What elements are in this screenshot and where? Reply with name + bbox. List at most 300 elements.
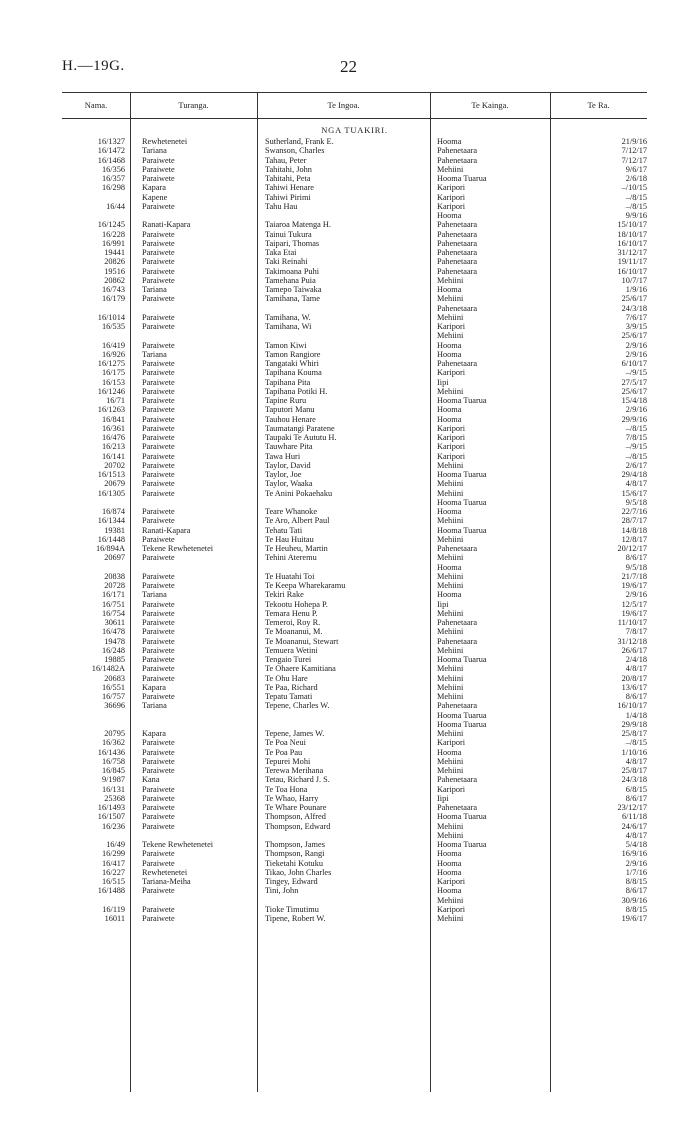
cell-te-ra: 16/9/16 [621, 849, 647, 859]
cell-turanga: Paraiwete [142, 571, 175, 581]
cell-te-ingoa: Tehatu Tati [265, 525, 303, 535]
cell-nama: 16/361 [101, 423, 125, 433]
table-row [62, 156, 647, 165]
cell-te-kainga: Mehiini [437, 516, 464, 526]
section-title: NGA TUAKIRI. [321, 125, 388, 135]
cell-te-ra: 7/6/17 [625, 312, 647, 322]
cell-te-ra: 31/12/17 [617, 248, 647, 257]
cell-turanga: Paraiwete [142, 294, 175, 304]
cell-te-ingoa: Te Ohaere Kamitiana [265, 664, 336, 674]
cell-turanga: Paraiwete [142, 275, 175, 285]
cell-te-ingoa: Te Huatahi Toi [265, 571, 315, 581]
cell-turanga: Kapara [142, 183, 166, 193]
table-row [62, 812, 647, 821]
cell-te-ingoa: Tahau, Peter [265, 155, 307, 165]
cell-turanga: Paraiwete [142, 479, 175, 489]
table-row [62, 701, 647, 710]
cell-te-kainga: Hooma Tuarua [437, 710, 487, 720]
cell-nama: 16011 [104, 914, 125, 923]
cell-te-kainga: Hooma [437, 747, 462, 757]
cell-te-ra: 8/6/17 [625, 553, 647, 563]
cell-nama: 16/1014 [97, 312, 125, 322]
cell-te-kainga: Hooma Tuarua [437, 812, 487, 822]
cell-turanga: Tariana [142, 701, 167, 711]
table-row [62, 748, 647, 757]
cell-te-ingoa: Tapihana Potiki H. [265, 386, 328, 396]
cell-te-kainga: Hooma [437, 137, 462, 146]
cell-te-kainga: Iipi [437, 377, 449, 387]
cell-te-ra: 19/6/17 [621, 581, 647, 590]
cell-te-ingoa: Te Ohu Hare [265, 673, 308, 683]
cell-te-ingoa: Tauwhare Pita [265, 442, 313, 452]
cell-te-kainga: Karipori [437, 183, 466, 193]
cell-te-kainga: Mehiini [437, 729, 464, 738]
cell-te-kainga: Hooma Tuarua [437, 396, 487, 405]
cell-te-ra: 29/9/16 [621, 414, 647, 424]
cell-te-ingoa: Tahiwi Henare [265, 183, 314, 193]
table-row [62, 535, 647, 544]
table-row [62, 405, 647, 414]
cell-turanga: Ranati-Kapara [142, 525, 191, 535]
cell-te-ra: –/8/15 [625, 738, 647, 748]
cell-te-ingoa: Tahitahi, Peta [265, 174, 311, 183]
cell-te-kainga: Karipori [437, 738, 466, 748]
cell-turanga: Paraiwete [142, 858, 175, 868]
cell-te-ingoa: Tahiwi Pirimi [265, 192, 311, 202]
cell-te-kainga: Hooma [437, 507, 462, 516]
table-row [62, 294, 647, 303]
cell-te-kainga: Mehiini [437, 294, 464, 304]
cell-nama: 20697 [104, 553, 125, 563]
cell-te-ra: 2/9/16 [625, 340, 647, 350]
table-row [62, 415, 647, 424]
table-row [62, 886, 647, 895]
cell-te-ingoa: Te Hau Huitau [265, 534, 314, 544]
table-row [62, 359, 647, 368]
table-row [62, 785, 647, 794]
cell-te-kainga: Mehiini [437, 766, 464, 775]
cell-te-kainga: Mehiini [437, 460, 464, 470]
cell-turanga: Paraiwete [142, 636, 175, 646]
table-row [62, 674, 647, 683]
cell-nama: 16/298 [101, 183, 125, 193]
cell-te-ingoa: Taylor, Joe [265, 470, 302, 479]
cell-nama: 16/515 [101, 877, 125, 886]
table-row [62, 563, 647, 572]
cell-te-ra: 10/7/17 [621, 275, 647, 285]
cell-te-ingoa: Tainui Tukura [265, 229, 312, 239]
table-row [62, 313, 647, 322]
table-row [62, 183, 647, 192]
cell-turanga: Paraiwete [142, 368, 175, 378]
cell-nama: 16/171 [101, 590, 125, 600]
cell-turanga: Tariana [142, 146, 167, 156]
table-row [62, 396, 647, 405]
cell-te-ingoa: Tekootu Hohepa P. [265, 599, 328, 609]
cell-nama: 16/1448 [97, 534, 125, 544]
cell-te-kainga: Mehiini [437, 488, 464, 498]
cell-te-kainga: Hooma [437, 211, 462, 220]
cell-te-ingoa: Te Whao, Harry [265, 793, 319, 803]
table-row [62, 859, 647, 868]
cell-te-ingoa: Thompson, Rangi [265, 849, 325, 859]
cell-nama: 16/845 [101, 766, 125, 775]
column-header-te-ingoa: Te Ingoa. [327, 100, 360, 110]
cell-te-ra: 24/3/18 [621, 303, 647, 313]
cell-te-kainga: Mehiini [437, 645, 464, 655]
cell-te-ra: 25/6/17 [621, 386, 647, 396]
table-row [62, 757, 647, 766]
cell-te-ingoa: Te Heuheu, Martin [265, 544, 328, 553]
cell-te-ingoa: Te Toa Hona [265, 784, 308, 794]
table-row [62, 331, 647, 340]
cell-nama: 20838 [104, 571, 125, 581]
cell-te-kainga: Pahenetaara [437, 266, 478, 276]
table-row [62, 165, 647, 174]
cell-nama: 16/754 [101, 608, 125, 618]
table-row [62, 220, 647, 229]
cell-te-kainga: Mehiini [437, 608, 464, 618]
table-row [62, 516, 647, 525]
cell-te-kainga: Hooma Tuarua [437, 174, 487, 183]
table-row [62, 526, 647, 535]
cell-turanga: Paraiwete [142, 201, 175, 211]
table-row [62, 248, 647, 257]
cell-te-ra: 16/10/17 [617, 266, 647, 276]
cell-te-ra: 16/10/17 [617, 701, 647, 711]
table-row [62, 322, 647, 331]
cell-turanga: Paraiwete [142, 738, 175, 748]
cell-nama: 16/299 [101, 849, 125, 859]
cell-te-kainga: Hooma [437, 590, 462, 600]
cell-te-ra: 9/6/17 [625, 164, 647, 174]
cell-te-ingoa: Te Poa Neui [265, 738, 306, 748]
cell-turanga: Paraiwete [142, 664, 175, 674]
table-row [62, 257, 647, 266]
cell-turanga: Paraiwete [142, 618, 175, 627]
cell-te-ra: –/10/15 [621, 183, 647, 193]
cell-te-kainga: Mehiini [437, 553, 464, 563]
cell-te-ingoa: Taylor, David [265, 460, 311, 470]
cell-turanga: Paraiwete [142, 645, 175, 655]
table-row [62, 137, 647, 146]
table-row [62, 461, 647, 470]
cell-te-kainga: Karipori [437, 368, 466, 378]
cell-turanga: Paraiwete [142, 266, 175, 276]
column-header-te-ra: Te Ra. [587, 100, 610, 110]
table-row [62, 831, 647, 840]
cell-nama: 16/874 [101, 507, 125, 516]
table-row [62, 350, 647, 359]
cell-te-kainga: Mehiini [437, 581, 464, 590]
cell-nama: 16/362 [101, 738, 125, 748]
cell-te-ra: 21/7/18 [621, 571, 647, 581]
cell-nama: 16/1488 [97, 886, 125, 896]
cell-te-ra: 9/5/18 [625, 497, 647, 507]
cell-te-ingoa: Tingey, Edward [265, 877, 318, 886]
cell-nama: 16/1263 [97, 405, 125, 415]
cell-te-ra: 19/11/17 [617, 257, 647, 267]
cell-te-kainga: Hooma [437, 562, 462, 572]
cell-te-kainga: Pahenetaara [437, 146, 478, 156]
cell-nama: 16/1246 [97, 386, 125, 396]
table-row [62, 609, 647, 618]
table-row [62, 452, 647, 461]
table-row [62, 664, 647, 673]
cell-nama: 16/228 [101, 229, 125, 239]
cell-nama: 16/551 [101, 682, 125, 692]
cell-te-ingoa: Te Aro, Albert Paul [265, 516, 330, 526]
cell-te-ingoa: Tamehana Puia [265, 275, 316, 285]
cell-te-ingoa: Taka Etai [265, 248, 297, 257]
cell-te-kainga: Karipori [437, 201, 466, 211]
cell-nama: 16/757 [101, 692, 125, 701]
cell-te-ingoa: Tahu Hau [265, 201, 298, 211]
cell-nama: 16/1468 [97, 155, 125, 165]
table-row [62, 720, 647, 729]
cell-nama: 16/1472 [97, 146, 125, 156]
cell-turanga: Paraiwete [142, 904, 175, 914]
cell-turanga: Paraiwete [142, 386, 175, 396]
cell-nama: 16/227 [101, 867, 125, 877]
table-row [62, 794, 647, 803]
cell-te-ra: 8/6/17 [625, 886, 647, 896]
table-row [62, 600, 647, 609]
table-row [62, 489, 647, 498]
cell-turanga: Kapene [142, 192, 168, 202]
cell-te-ra: 15/4/18 [621, 396, 647, 405]
cell-te-ingoa: Takimoana Puhi [265, 266, 320, 276]
cell-te-kainga: Hooma [437, 349, 462, 359]
cell-turanga: Paraiwete [142, 803, 175, 812]
cell-te-ra: 19/6/17 [621, 608, 647, 618]
table-row [62, 766, 647, 775]
cell-nama: 16/1327 [97, 137, 125, 146]
cell-te-ra: 7/8/15 [625, 433, 647, 442]
cell-turanga: Paraiwete [142, 534, 175, 544]
cell-te-ra: 1/10/16 [621, 747, 647, 757]
cell-te-ra: 12/5/17 [621, 599, 647, 609]
cell-te-kainga: Karipori [437, 423, 466, 433]
table-row [62, 267, 647, 276]
cell-te-ingoa: Te Paa, Richard [265, 682, 318, 692]
table-row [62, 368, 647, 377]
cell-te-ra: 13/6/17 [621, 682, 647, 692]
cell-te-kainga: Mehiini [437, 914, 464, 923]
cell-turanga: Paraiwete [142, 238, 175, 248]
cell-te-ingoa: Te Moananui, Stewart [265, 636, 339, 646]
table-row [62, 544, 647, 553]
cell-te-ingoa: Tipene, Robert W. [265, 914, 326, 923]
cell-nama: 16/44 [106, 201, 125, 211]
cell-nama: 16/141 [101, 451, 125, 461]
cell-te-ingoa: Tini, John [265, 886, 299, 896]
cell-te-ra: –/9/15 [625, 368, 647, 378]
cell-te-kainga: Pahenetaara [437, 636, 478, 646]
cell-te-kainga: Hooma Tuarua [437, 655, 487, 664]
cell-te-kainga: Pahenetaara [437, 257, 478, 267]
cell-te-ra: 31/12/18 [617, 636, 647, 646]
cell-te-ra: 21/9/16 [621, 137, 647, 146]
cell-te-kainga: Mehiini [437, 331, 464, 341]
cell-te-ra: 8/6/17 [625, 692, 647, 701]
cell-te-ra: 30/9/16 [621, 895, 647, 905]
cell-te-kainga: Karipori [437, 442, 466, 452]
cell-nama: 16/419 [101, 340, 125, 350]
cell-nama: 16/213 [101, 442, 125, 452]
cell-turanga: Paraiwete [142, 793, 175, 803]
cell-turanga: Paraiwete [142, 340, 175, 350]
cell-turanga: Tariana [142, 590, 167, 600]
table-row [62, 646, 647, 655]
cell-te-ra: 25/6/17 [621, 294, 647, 304]
cell-te-ingoa: Tapine Ruru [265, 396, 307, 405]
cell-te-ra: –/8/15 [625, 192, 647, 202]
cell-te-ingoa: Tepene, Charles W. [265, 701, 330, 711]
cell-te-ingoa: Te Whare Pounare [265, 803, 327, 812]
cell-te-ingoa: Taiaroa Matenga H. [265, 220, 331, 230]
table-row [62, 174, 647, 183]
cell-turanga: Rewhetenetei [142, 137, 188, 146]
cell-turanga: Paraiwete [142, 396, 175, 405]
cell-te-ra: 4/8/17 [625, 756, 647, 766]
cell-te-kainga: Mehiini [437, 895, 464, 905]
cell-turanga: Paraiwete [142, 359, 175, 368]
cell-te-ra: 16/10/17 [617, 238, 647, 248]
cell-te-ingoa: Taylor, Waaka [265, 479, 313, 489]
cell-te-kainga: Karipori [437, 433, 466, 442]
cell-turanga: Paraiwete [142, 460, 175, 470]
cell-te-kainga: Hooma [437, 867, 462, 877]
cell-te-ingoa: Tetau, Richard J. S. [265, 775, 330, 785]
cell-te-ingoa: Tengaio Turei [265, 655, 312, 664]
table-row [62, 849, 647, 858]
cell-nama: 30611 [104, 618, 125, 627]
table-row [62, 211, 647, 220]
cell-te-ingoa: Terewa Merihana [265, 766, 324, 775]
cell-te-kainga: Hooma [437, 405, 462, 415]
cell-te-ingoa: Tamihana, W. [265, 312, 311, 322]
cell-turanga: Paraiwete [142, 886, 175, 896]
cell-te-kainga: Karipori [437, 877, 466, 886]
cell-te-ra: 8/8/15 [625, 877, 647, 886]
cell-te-kainga: Pahenetaara [437, 618, 478, 627]
cell-nama: 16/356 [101, 164, 125, 174]
cell-turanga: Paraiwete [142, 155, 175, 165]
cell-turanga: Paraiwete [142, 470, 175, 479]
cell-te-ra: 12/8/17 [621, 534, 647, 544]
cell-te-ingoa: Tieketahi Kotuku [265, 858, 324, 868]
cell-te-ra: 24/3/18 [621, 775, 647, 785]
cell-nama: 25368 [104, 793, 125, 803]
cell-te-kainga: Mehiini [437, 673, 464, 683]
cell-te-ingoa: Taipari, Thomas [265, 238, 320, 248]
table-row [62, 896, 647, 905]
cell-te-ra: 29/4/18 [621, 470, 647, 479]
cell-te-ingoa: Tamihana, Wi [265, 322, 312, 331]
roll-table [62, 92, 647, 923]
table-row [62, 202, 647, 211]
cell-turanga: Paraiwete [142, 257, 175, 267]
cell-te-kainga: Pahenetaara [437, 775, 478, 785]
cell-te-kainga: Mehiini [437, 386, 464, 396]
cell-turanga: Paraiwete [142, 488, 175, 498]
cell-te-ingoa: Tepene, James W. [265, 729, 325, 738]
cell-nama: 16/926 [101, 349, 125, 359]
cell-te-kainga: Pahenetaara [437, 359, 478, 368]
cell-nama: 16/841 [101, 414, 125, 424]
cell-te-ra: 20/8/17 [621, 673, 647, 683]
table-row [62, 239, 647, 248]
cell-te-kainga: Karipori [437, 322, 466, 331]
cell-te-ra: 7/12/17 [621, 155, 647, 165]
cell-te-kainga: Mehiini [437, 682, 464, 692]
table-row [62, 424, 647, 433]
cell-turanga: Tariana-Meiha [142, 877, 191, 886]
cell-te-ra: 26/6/17 [621, 645, 647, 655]
cell-nama: 16/1436 [97, 747, 125, 757]
cell-te-ingoa: Te Keepa Wharekaramu [265, 581, 346, 590]
cell-te-kainga: Hooma [437, 858, 462, 868]
cell-nama: 16/1245 [97, 220, 125, 230]
cell-te-kainga: Mehiini [437, 664, 464, 674]
cell-te-ra: 6/11/18 [621, 812, 647, 822]
cell-te-ra: 25/8/17 [621, 729, 647, 738]
cell-te-ra: 23/12/17 [617, 803, 647, 812]
cell-nama: 19441 [104, 248, 125, 257]
cell-turanga: Paraiwete [142, 423, 175, 433]
cell-turanga: Paraiwete [142, 377, 175, 387]
cell-te-ra: 15/10/17 [617, 220, 647, 230]
column-header-nama: Nama. [84, 100, 108, 110]
cell-turanga: Paraiwete [142, 812, 175, 822]
cell-te-ra: 2/9/16 [625, 858, 647, 868]
cell-turanga: Paraiwete [142, 747, 175, 757]
cell-nama: 36696 [104, 701, 125, 711]
table-row [62, 590, 647, 599]
cell-te-ingoa: Tauhou Henare [265, 414, 316, 424]
cell-te-ingoa: Tamon Kiwi [265, 340, 307, 350]
cell-te-ra: 1/9/16 [625, 285, 647, 294]
cell-te-kainga: Mehiini [437, 534, 464, 544]
cell-te-ra: 27/5/17 [621, 377, 647, 387]
cell-te-ingoa: Teare Whanoke [265, 507, 318, 516]
table-row [62, 146, 647, 155]
cell-nama: 16/236 [101, 821, 125, 831]
column-header-turanga: Turanga. [178, 100, 209, 110]
table-row [62, 553, 647, 562]
cell-nama: 16/743 [101, 285, 125, 294]
table-row [62, 433, 647, 442]
cell-te-kainga: Pahenetaara [437, 229, 478, 239]
cell-te-ingoa: Tamon Rangiore [265, 349, 321, 359]
cell-te-ingoa: Tamepo Taiwaka [265, 285, 322, 294]
cell-te-ra: 5/4/18 [625, 840, 647, 849]
cell-nama: 16/1275 [97, 359, 125, 368]
cell-te-ra: 2/6/17 [625, 460, 647, 470]
table-row [62, 276, 647, 285]
cell-te-ra: 19/6/17 [621, 914, 647, 923]
cell-te-ra: 28/7/17 [621, 516, 647, 526]
cell-turanga: Paraiwete [142, 322, 175, 331]
cell-nama: 19381 [104, 525, 125, 535]
cell-turanga: Paraiwete [142, 507, 175, 516]
cell-nama: 20826 [104, 257, 125, 267]
cell-te-kainga: Mehiini [437, 821, 464, 831]
cell-te-kainga: Mehiini [437, 830, 464, 840]
table-row [62, 692, 647, 701]
cell-te-ra: 20/12/17 [617, 544, 647, 553]
